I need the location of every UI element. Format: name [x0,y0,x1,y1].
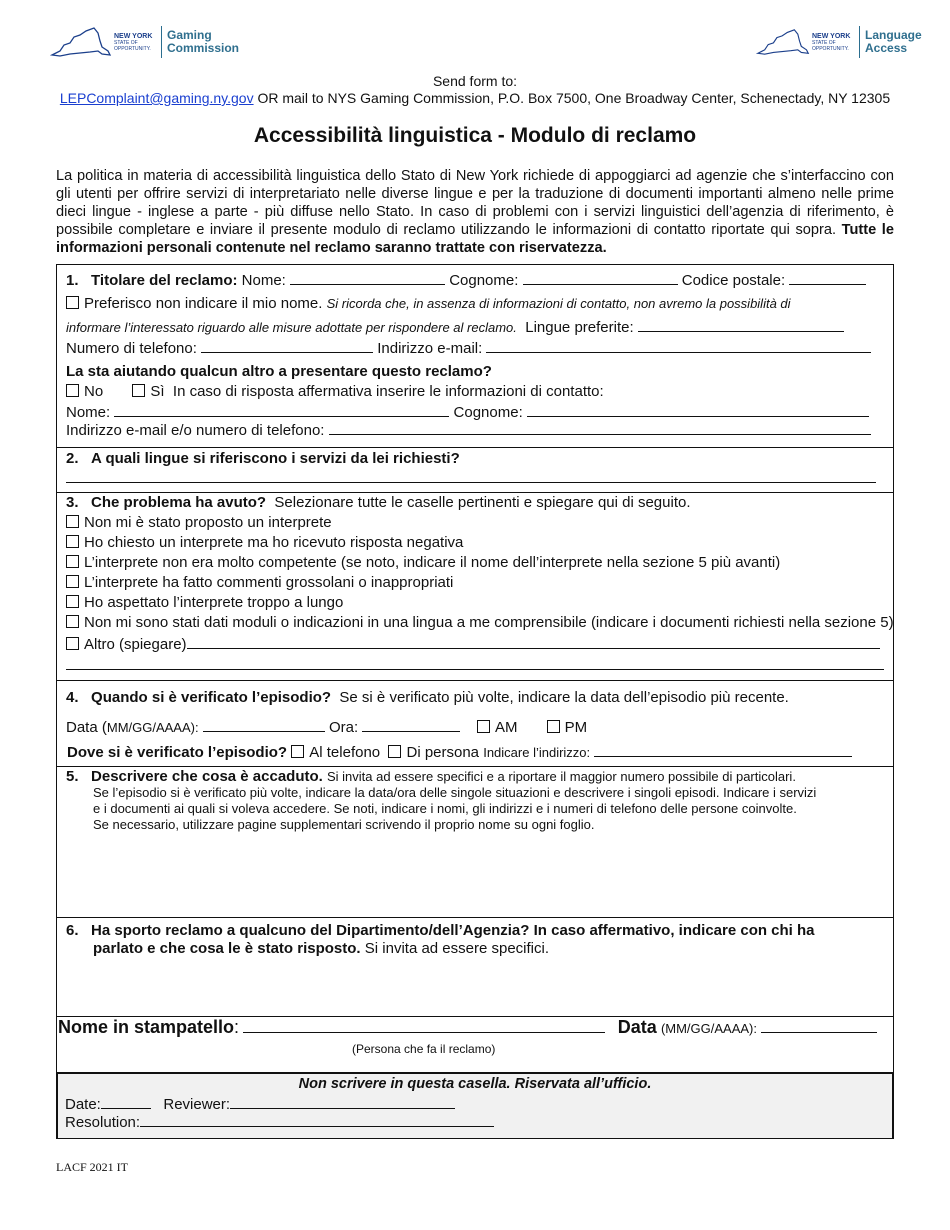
section-heading: A quali lingue si riferiscono i servizi da lei richiesti? [91,450,460,467]
problem-checkbox[interactable] [66,555,79,568]
problem-checkbox[interactable] [66,615,79,628]
helper-yes-label: Sì [150,383,165,400]
section-heading: Titolare del reclamo: [91,272,238,289]
first-name-label: Nome: [241,272,286,289]
section-5-heading-row [66,768,796,785]
section-number: 3. [66,494,79,511]
section-2-heading-row [66,450,460,467]
address-field[interactable] [594,742,852,757]
pm-checkbox[interactable] [547,720,560,733]
section-2-languages [56,447,894,492]
other-explain-field-2[interactable] [66,669,884,670]
helper-name-row [66,402,869,421]
first-name-field[interactable] [290,270,445,285]
office-date-reviewer-row [65,1094,455,1113]
contact-notice-text-2: informare l’interessato riguardo alle misure adottate per rispondere al reclamo. [66,320,517,335]
problem-option [66,614,894,631]
helper-no-label: No [84,383,104,400]
date-format: MM/GG/AAAA): [106,720,199,735]
logo-ny-text: NEW YORK [812,32,851,40]
last-name-field[interactable] [523,270,678,285]
problem-checkbox[interactable] [66,637,79,650]
contact-line [0,90,950,106]
signature-date-label: Data [617,1017,657,1037]
in-person-checkbox[interactable] [388,745,401,758]
problem-label: Non mi è stato proposto un interprete [84,514,332,531]
email-field[interactable] [486,338,871,353]
helper-yes-checkbox[interactable] [132,384,145,397]
problem-label: Non mi sono stati dati moduli o indicazioni in una lingua a me comprensibile (indicare i documenti richiesti nella sezione 5) [84,614,894,631]
section-number: 1. [66,272,79,289]
problem-label: Ho chiesto un interprete ma ho ricevuto risposta negativa [84,534,464,551]
complaint-email-link[interactable]: LEPComplaint@gaming.ny.gov [59,90,254,106]
prefer-no-name-label: Preferisco non indicare il mio nome. [84,295,323,312]
nys-wordmark [114,33,156,52]
nys-wordmark [812,33,854,52]
section-heading: Quando si è verificato l’episodio? [91,689,332,706]
date-time-row [66,717,587,736]
problem-label: L’interprete ha fatto commenti grossolani o inappropriati [84,574,454,591]
helper-contact-label: Indirizzo e-mail e/o numero di telefono: [66,422,325,439]
resolution-field[interactable] [140,1112,494,1127]
date-field[interactable] [203,717,325,732]
section-instructions: Si invita ad essere specifici. [360,940,550,957]
signature-date-field[interactable] [761,1018,877,1033]
phone-option-label: Al telefono [309,744,381,761]
section-1-complainant [56,264,894,447]
phone-label: Numero di telefono: [66,340,197,357]
section-number: 2. [66,450,79,467]
am-checkbox[interactable] [477,720,490,733]
gaming-commission-logo [50,22,239,62]
logo-divider [161,26,162,58]
section-heading: parlato e che cosa le è stato risposto. [93,940,361,957]
helper-contact-field[interactable] [329,420,871,435]
section-number: 4. [66,689,79,706]
helper-first-name-label: Nome: [66,404,111,421]
section-heading: Descrivere che cosa è accaduto. [91,768,323,785]
printed-name-colon: : [234,1017,240,1037]
section-6-heading-row-2 [93,940,549,957]
section-instructions: Se l’episodio si è verificato più volte, indicare la data/ora delle singole situazioni e descrivere i singoli episodi. Indicare i servizi [93,785,817,800]
section-6-agency-contact [56,917,894,1016]
section-instructions: e i documenti ai quali si voleva accedere. Se noti, indicare i nomi, gli indirizzi e i numeri di telefono delle persone coinvolte. [93,801,797,816]
printed-name-label: Nome in stampatello [58,1017,235,1037]
reviewer-field[interactable] [230,1094,455,1109]
problem-option [66,574,453,591]
logo-agency-name [865,29,922,55]
problem-option [66,534,463,551]
logo-opportunity-text: OPPORTUNITY. [812,45,849,52]
helper-choice-row [66,383,604,400]
language-access-logo [756,22,922,62]
reviewer-label: Reviewer: [163,1096,231,1113]
problem-checkbox[interactable] [66,595,79,608]
new-york-state-map-icon [50,25,112,59]
intro-text: La politica in materia di accessibilità linguistica dello Stato di New York richiede di appoggiarci ad agenzie che s’interfaccino con gli utenti per offrire servizi di interpretariato nelle diverse lingue e per la traduzione di documenti importanti almeno nelle prime dieci lingue - inglese a parte - più diffuse nello Stato. In caso di problemi con i servizi linguistici dell’agenzia di riferimento, è possibile completare e inviare il presente modulo di reclamo utilizzando le informazioni di contatto riportate qui sopra. [56,168,894,238]
zip-label: Codice postale: [681,272,786,289]
section-4-heading-row [66,689,789,706]
prefer-no-name-row [66,295,791,312]
office-date-label: Date: [65,1096,101,1113]
helper-no-checkbox[interactable] [66,384,79,397]
resolution-label: Resolution: [65,1114,141,1131]
form-code: LACF 2021 IT [56,1160,128,1174]
preferred-languages-label: Lingue preferite: [525,319,634,336]
section-instructions: Si invita ad essere specifici e a riportare il maggior numero possibile di particolari. [327,769,796,784]
problem-option-other [66,634,880,653]
phone-checkbox[interactable] [291,745,304,758]
logo-state-text: STATE OF [114,39,138,46]
helper-question: La sta aiutando qualcun altro a presentare questo reclamo? [66,363,492,380]
other-explain-field[interactable] [187,634,880,649]
zip-field[interactable] [789,270,866,285]
agency-response-textarea[interactable] [66,962,884,1012]
in-person-option-label: Di persona [406,744,480,761]
section-heading: Che problema ha avuto? [91,494,267,511]
pm-label: PM [564,719,588,736]
signature-section [56,1016,894,1072]
phone-field[interactable] [201,338,373,353]
problem-label: Ho aspettato l’interprete troppo a lungo [84,594,344,611]
where-question: Dove si è verificato l’episodio? [67,744,288,761]
helper-first-name-field[interactable] [114,402,449,417]
section-instructions: Se necessario, utilizzare pagine supplementari scrivendo il proprio nome su ogni foglio. [93,817,595,832]
email-label: Indirizzo e-mail: [377,340,483,357]
office-date-field[interactable] [101,1094,151,1109]
languages-answer-field[interactable] [66,482,876,483]
section-3-heading-row [66,494,691,511]
office-use-title: Non scrivere in questa casella. Riservata all’ufficio. [298,1076,652,1092]
section-instructions: Se si è verificato più volte, indicare la data dell’episodio più recente. [339,689,789,706]
helper-yes-instructions: In caso di risposta affermativa inserire le informazioni di contatto: [172,383,604,400]
helper-contact-row [66,420,871,439]
helper-last-name-label: Cognome: [453,404,523,421]
problem-option [66,514,332,531]
logo-agency-name [167,29,239,55]
section-5-description [56,766,894,917]
section-3-problem [56,492,894,680]
description-textarea[interactable] [66,837,884,913]
complainant-caption: (Persona che fa il reclamo) [352,1042,496,1056]
logo-agency-line1: Language [865,28,922,42]
contact-notice-text: Si ricorda che, in assenza di informazioni di contatto, non avremo la possibilità di [326,296,791,311]
section-4-when [56,680,894,766]
where-row [67,742,852,761]
logo-divider [859,26,860,58]
logo-ny-text: NEW YORK [114,32,153,40]
new-york-state-map-icon [756,25,810,59]
problem-option [66,554,780,571]
complainant-name-row [66,270,866,289]
last-name-label: Cognome: [449,272,519,289]
problem-checkbox[interactable] [66,515,79,528]
time-field[interactable] [362,717,460,732]
intro-paragraph [56,167,894,257]
logo-state-text: STATE OF [812,39,836,46]
signature-date-format: (MM/GG/AAAA): [660,1021,757,1036]
languages-row [66,317,844,336]
logo-agency-line2: Commission [167,41,240,55]
office-use-box [56,1072,894,1139]
prefer-no-name-checkbox[interactable] [66,296,79,309]
am-label: AM [494,719,518,736]
problem-checkbox[interactable] [66,535,79,548]
helper-last-name-field[interactable] [527,402,869,417]
section-instructions: Selezionare tutte le caselle pertinenti e spiegare qui di seguito. [274,494,691,511]
mail-address-text: OR mail to NYS Gaming Commission, P.O. Box 7500, One Broadway Center, Schenectady, NY 12305 [253,90,891,106]
address-label: Indicare l’indirizzo: [483,745,591,760]
send-form-to: Send form to: [432,73,518,89]
phone-email-row [66,338,871,357]
logo-agency-line2: Access [865,41,908,55]
section-heading: Ha sporto reclamo a qualcuno del Dipartimento/dell’Agenzia? In caso affermativo, indicare con chi ha [91,922,815,939]
logo-opportunity-text: OPPORTUNITY. [114,45,151,52]
problem-option [66,594,343,611]
printed-name-field[interactable] [243,1018,605,1033]
logo-agency-line1: Gaming [167,28,212,42]
preferred-languages-field[interactable] [638,317,844,332]
problem-label: Altro (spiegare) [84,636,187,653]
time-label: Ora: [328,719,359,736]
section-number: 6. [66,922,79,939]
problem-label: L’interprete non era molto competente (se noto, indicare il nome dell’interprete nella sezione 5 più avanti) [84,554,781,571]
intro-confidentiality: Tutte le informazioni personali contenute nel reclamo saranno trattate con riservatezza. [56,222,894,256]
signature-row [58,1017,877,1038]
section-number: 5. [66,768,79,785]
date-label: Data ( [66,719,107,736]
resolution-row [65,1112,494,1131]
problem-checkbox[interactable] [66,575,79,588]
section-6-heading-row [66,922,815,939]
page-title: Accessibilità linguistica - Modulo di reclamo [253,124,697,147]
